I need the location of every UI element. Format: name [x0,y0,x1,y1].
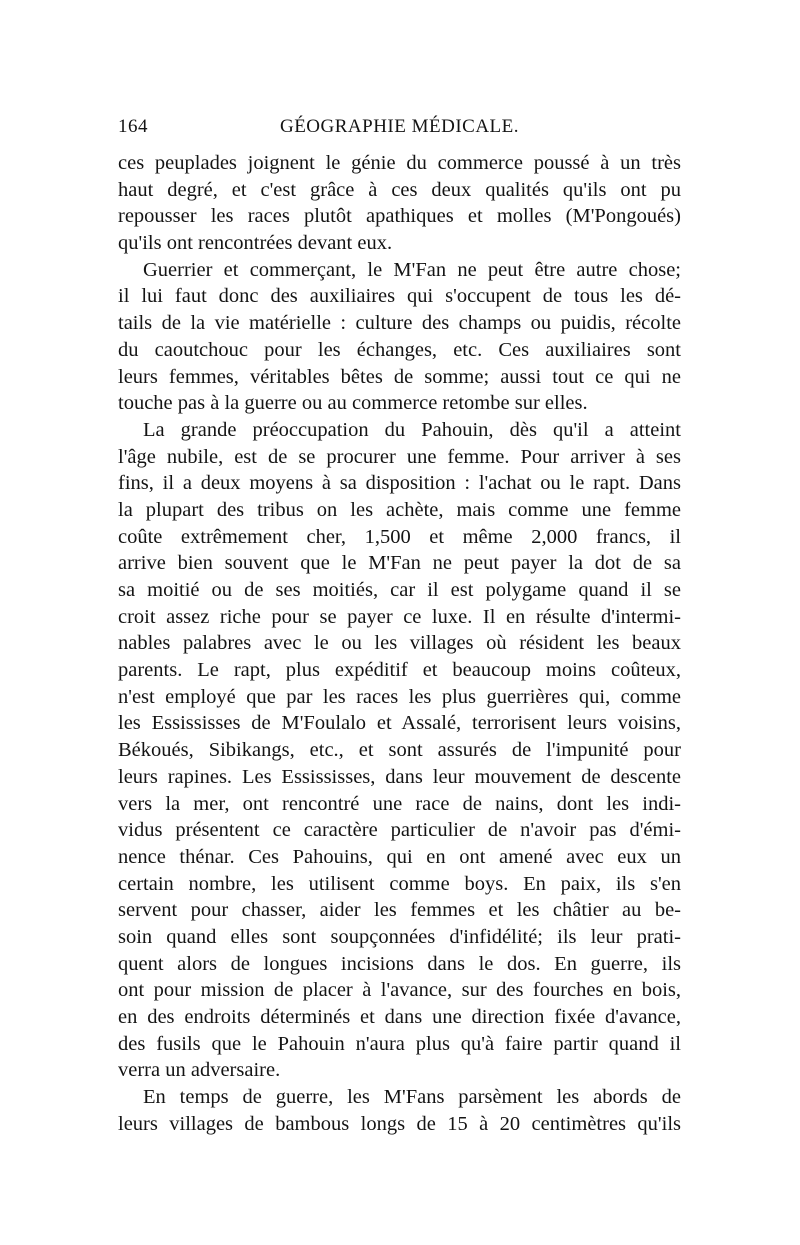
text-line: ces peuplades joignent le génie du commerce poussé à un très [118,152,681,174]
text-line: les Essississes de M'Foulalo et Assalé, terrorisent leurs voisins, [118,712,681,735]
text-line: croit assez riche pour se payer ce luxe. Il en résulte d'intermi- [118,605,681,628]
text-line: repousser les races plutôt apathiques et molles (M'Pongoués) [118,205,681,228]
text-line: ont pour mission de placer à l'avance, sur des fourches en bois, [118,979,681,1002]
text-line: des fusils que le Pahouin n'aura plus qu'à faire partir quand il [118,1032,681,1055]
text-line: servent pour chasser, aider les femmes et les châtier au be- [118,899,681,922]
text-line: touche pas à la guerre ou au commerce retombe sur elles. [118,392,588,415]
text-line: nables palabres avec le ou les villages où résident les beaux [118,632,681,655]
text-line: En temps de guerre, les M'Fans parsèment les abords de [143,1086,681,1109]
page-header [118,116,681,142]
body-text [118,150,681,1137]
text-line: sa moitié ou de ses moitiés, car il est polygame quand il se [118,579,681,601]
running-title: GÉOGRAPHIE MÉDICALE. [279,116,520,137]
text-line: qu'ils ont rencontrées devant eux. [118,232,393,255]
text-line: vidus présentent ce caractère particulier de n'avoir pas d'émi- [118,819,681,842]
text-line: fins, il a deux moyens à sa disposition : l'achat ou le rapt. Dans [118,472,681,495]
text-line: leurs femmes, véritables bêtes de somme; aussi tout ce qui ne [118,365,681,388]
text-line: l'âge nubile, est de se procurer une femme. Pour arriver à ses [118,445,681,468]
text-line: certain nombre, les utilisent comme boys. En paix, ils s'en [118,872,681,895]
text-line: tails de la vie matérielle : culture des champs ou puidis, récolte [118,312,681,335]
text-line: n'est employé que par les races les plus guerrières qui, comme [118,685,681,708]
text-line: Békoués, Sibikangs, etc., et sont assurés de l'impunité pour [118,739,681,762]
text-line: La grande préoccupation du Pahouin, dès qu'il a atteint [143,418,681,441]
page-number: 164 [118,116,148,137]
text-line: vers la mer, ont rencontré une race de nains, dont les indi- [118,792,681,815]
text-line: la plupart des tribus on les achète, mais comme une femme [118,498,681,521]
text-line: nence thénar. Ces Pahouins, qui en ont amené avec eux un [118,845,681,868]
text-line: leurs villages de bambous longs de 15 à 20 centimètres qu'ils [118,1112,681,1135]
text-line: coûte extrêmement cher, 1,500 et même 2,000 francs, il [118,525,681,548]
text-line: il lui faut donc des auxiliaires qui s'occupent de tous les dé- [118,285,681,308]
text-line: verra un adversaire. [118,1059,281,1082]
text-line: leurs rapines. Les Essississes, dans leur mouvement de descente [118,765,681,788]
text-line: arrive bien souvent que le M'Fan ne peut payer la dot de sa [118,552,681,575]
text-line: haut degré, et c'est grâce à ces deux qualités qu'ils ont pu [118,178,681,201]
text-line: du caoutchouc pour les échanges, etc. Ces auxiliaires sont [118,338,681,361]
text-line: en des endroits déterminés et dans une direction fixée d'avance, [118,1006,681,1028]
text-line: quent alors de longues incisions dans le dos. En guerre, ils [118,952,681,975]
text-line: parents. Le rapt, plus expéditif et beaucoup moins coûteux, [118,659,681,682]
text-line: Guerrier et commerçant, le M'Fan ne peut être autre chose; [143,258,681,281]
text-line: soin quand elles sont soupçonnées d'infidélité; ils leur prati- [118,925,681,948]
